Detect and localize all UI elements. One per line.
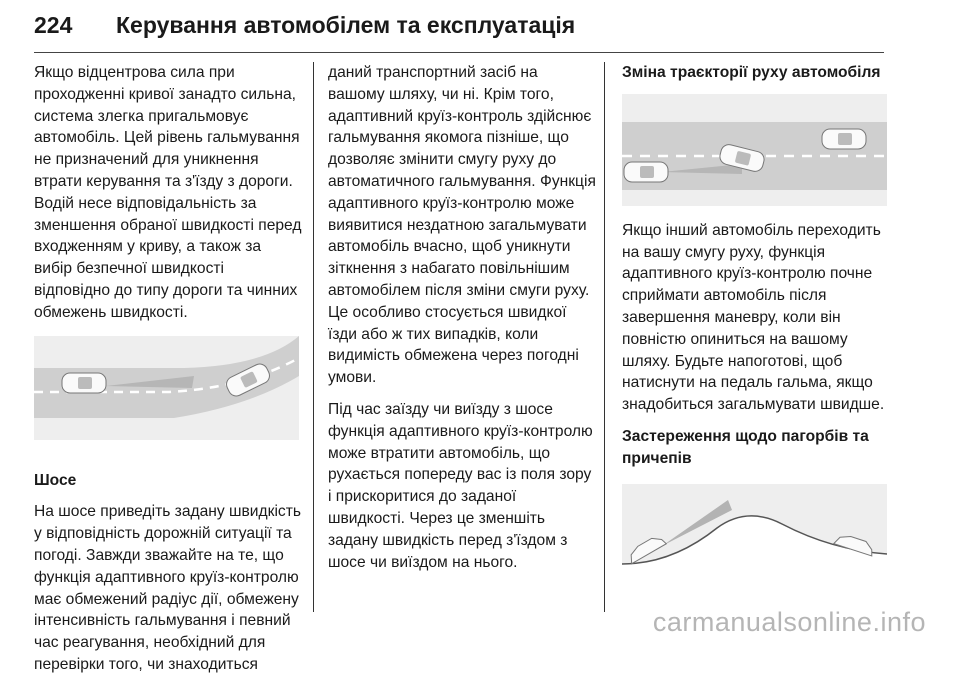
highway-paragraph: На шосе приведіть задану швидкість у відповідність дорожній ситуації та погоді. Завжди зважайте на те, що функція адаптивного круїз-контролю має обмежений радіус дії, обмежену інтенсивність гальмування і певний час реагування, необхідний для перевірки того, чи знаходиться [34,503,301,673]
car-icon [624,162,668,182]
page-title: Керування автомобілем та експлуатація [116,12,576,38]
column-1 [34,62,302,686]
column-3 [622,62,890,592]
curve-paragraph: Якщо відцентрова сила при проходженні кривої занадто сильна, система злегка пригальмовує автомобіль. Цей рівень гальмування не призначений для уникнення втрати керування та з'їзду з дороги. Водій несе відповідальність за зменшення обраної швидкості перед входженням у криву, а також за вибір безпечної швидкості відповідно до типу дороги та чинних обмежень швидкості. [34,64,302,321]
column-divider [313,62,314,612]
lane-change-illustration [622,94,887,206]
car-icon [62,373,106,393]
lane-change-heading: Зміна траєкторії руху автомобіля [622,64,881,81]
hills-illustration [622,484,887,592]
ramp-paragraph: Під час заїзду чи виїзду з шосе функція адаптивного круїз-контролю може втратити автомобіль, що рухається попереду вас із поля зору і прискоритися до заданої швидкості. Через це зменшіть задану швидкість перед з'їздом з шосе чи виїздом на нього. [328,400,593,571]
page-number: 224 [34,12,73,38]
column-divider [604,62,605,612]
curve-illustration [34,336,299,440]
hills-heading: Застереження щодо пагорбів та причепів [622,427,869,467]
car-icon [822,129,866,149]
page-header [34,12,884,53]
highway-heading: Шосе [34,471,77,489]
watermark: carmanualsonline.info [652,607,926,637]
lane-change-paragraph: Якщо інший автомобіль переходить на вашу смугу руху, функція адаптивного круїз-контролю почне сприймати автомобіль після завершення маневру, коли він повністю опиниться на вашому шляху. Будьте напоготові, щоб натиснути на педаль гальма, якщо знадобиться загальмувати швидше. [622,221,885,414]
overtake-paragraph: даний транспортний засіб на вашому шляху, чи ні. Крім того, адаптивний круїз-контроль здійснює гальмування якомога пізніше, що дозволяє змінити смугу руху до автоматичного гальмування. Функція адаптивного круїз-контролю може виявитися нездатною загальмувати автомобіль вчасно, щоб уникнути зіткнення з набагато повільнішим автомобілем після зміни смуги руху. Це особливо стосується швидкої їзди або ж тих випадків, коли видимість обмежена через погодні умови. [328,64,596,387]
column-2 [328,62,596,583]
